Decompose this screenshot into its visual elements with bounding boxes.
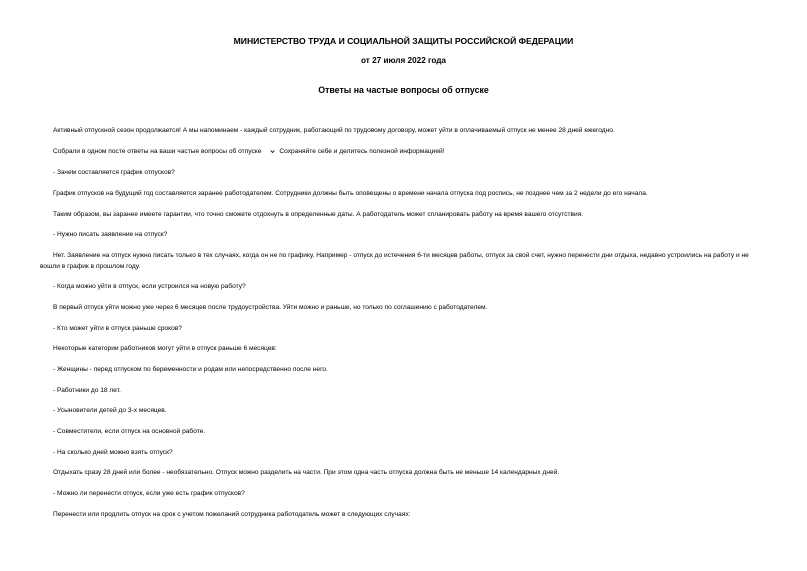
question-paragraph: - На сколько дней можно взять отпуск? (53, 449, 173, 456)
question-paragraph: - Зачем составляется график отпусков? (53, 169, 175, 176)
list-item: - Совместители, если отпуск на основной работе. (53, 428, 206, 435)
list-item: - Усыновители детей до 3-х месяцев. (53, 407, 167, 414)
answer-paragraph: Перенести или продлить отпуск на срок с учетом пожеланий сотрудника работодатель может в следующих случаях: (53, 511, 411, 518)
question-paragraph: - Когда можно уйти в отпуск, если устроился на новую работу? (53, 283, 246, 290)
ministry-heading: МИНИСТЕРСТВО ТРУДА И СОЦИАЛЬНОЙ ЗАЩИТЫ РОССИЙСКОЙ ФЕДЕРАЦИИ (233, 36, 574, 46)
document-title: Ответы на частые вопросы об отпуске (318, 85, 489, 95)
question-paragraph: - Кто может уйти в отпуск раньше сроков? (53, 325, 182, 332)
answer-paragraph: Нет. Заявление на отпуск нужно писать только в тех случаях, когда он не по графику. Например - отпуск до истечения 6-ти месяцев работы, отпуск за свой счет, нужно перенести дни отдыха, недавно устроились на работу и не вошли в график в прошлом году. (40, 252, 749, 270)
collected-paragraph (40, 147, 768, 158)
answer-paragraph: Отдыхать сразу 28 дней или более - необязательно. Отпуск можно разделить на части. При этом одна часть отпуска должна быть не меньше 14 календарных дней. (53, 469, 560, 476)
document-date: от 27 июля 2022 года (361, 56, 446, 65)
answer-paragraph: График отпусков на будущий год составляется заранее работодателем. Сотрудники должны быть оповещены о времени начала отпуска под роспись, не позднее чем за 2 недели до его начала. (53, 190, 648, 197)
collected-text-after: Сохраняйте себе и делитесь полезной информацией! (279, 148, 445, 155)
collected-text-before: Собрали в одном посте ответы на ваши частые вопросы об отпуске (53, 148, 262, 155)
chevron-down-icon (270, 149, 275, 154)
answer-paragraph: Некоторые категории работников могут уйти в отпуск раньше 6 месяцев: (53, 345, 277, 352)
list-item: - Работники до 18 лет. (53, 387, 121, 394)
intro-paragraph: Активный отпускной сезон продолжается! А мы напоминаем - каждый сотрудник, работающий по трудовому договору, может уйти в оплачиваемый отпуск не менее 28 дней ежегодно. (53, 127, 615, 134)
answer-paragraph: Таким образом, вы заранее имеете гарантии, что точно сможете отдохнуть в определенные даты. А работодатель может спланировать работу на время вашего отсутствия. (53, 211, 584, 218)
answer-paragraph: В первый отпуск уйти можно уже через 6 месяцев после трудоустройства. Уйти можно и раньше, но только по соглашению с работодателем. (53, 304, 488, 311)
list-item: - Женщины - перед отпуском по беременности и родам или непосредственно после него. (53, 366, 328, 373)
question-paragraph: - Можно ли перенести отпуск, если уже есть график отпусков? (53, 490, 245, 497)
question-paragraph: - Нужно писать заявление на отпуск? (53, 231, 168, 238)
